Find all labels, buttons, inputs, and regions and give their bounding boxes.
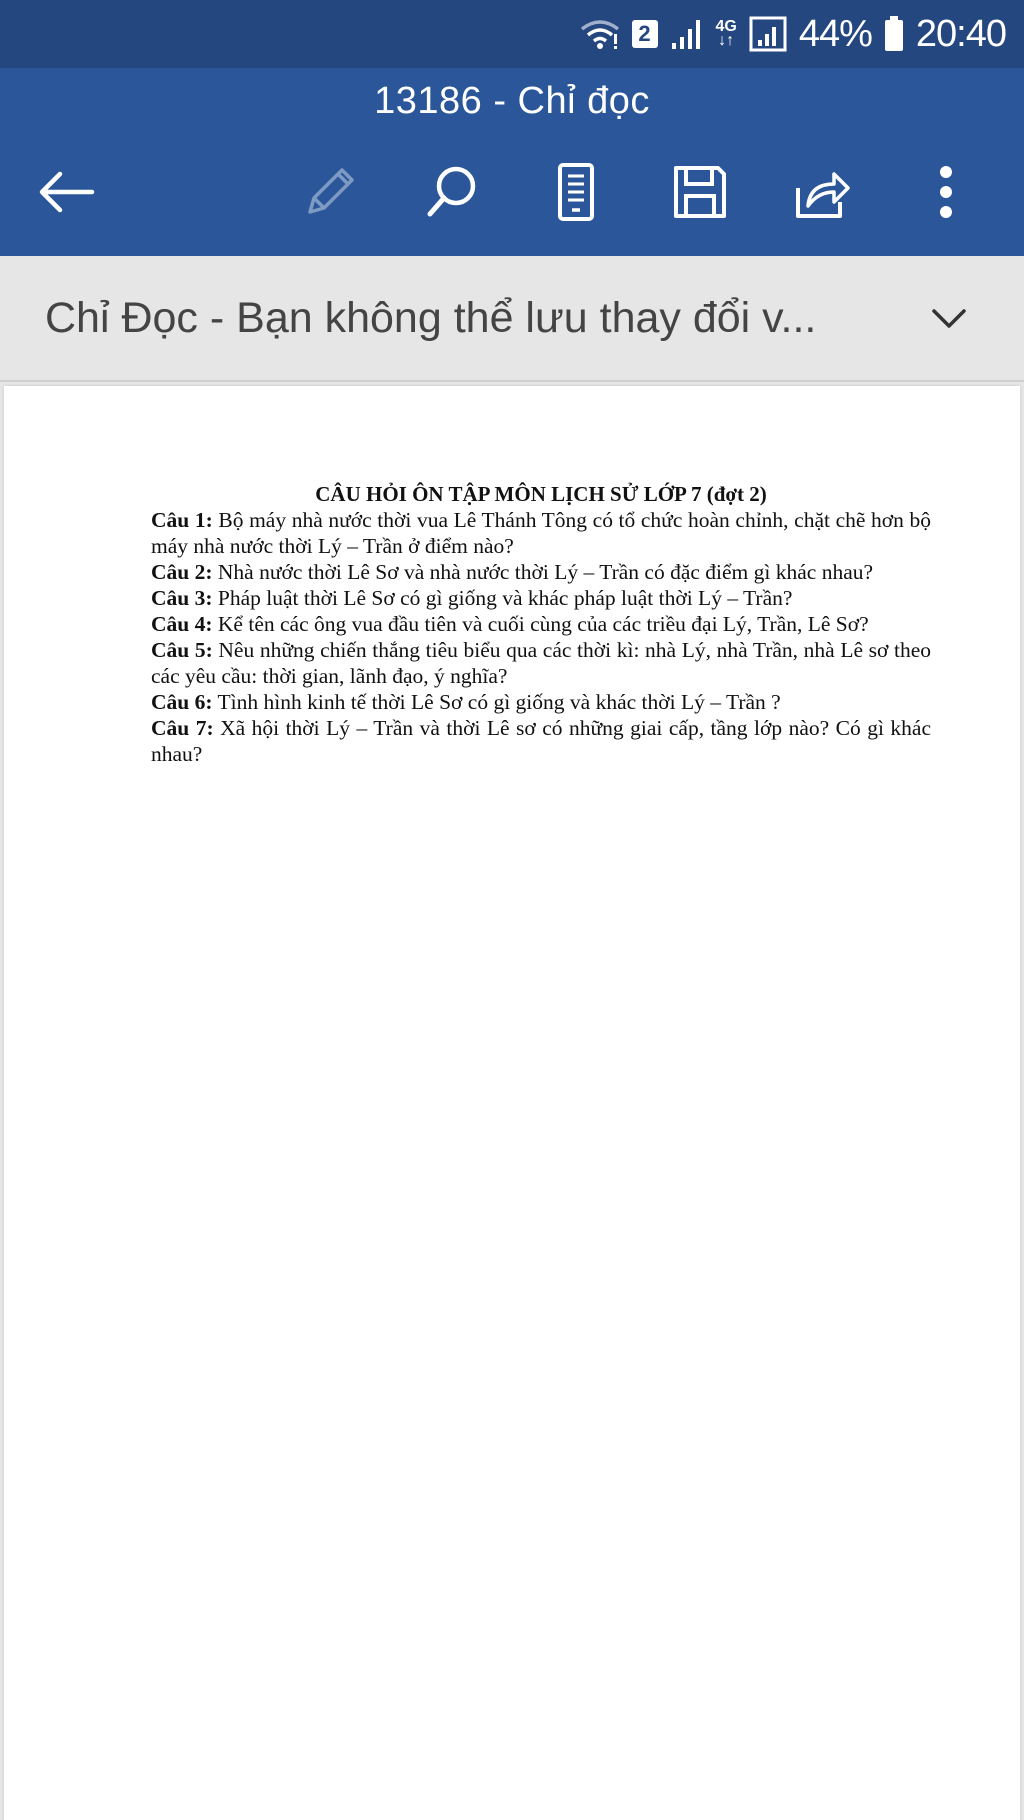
read-only-message: Chỉ Đọc - Bạn không thể lưu thay đổi v... — [45, 293, 817, 342]
sim-badge: 2 — [632, 20, 658, 48]
question-label: Câu 2: — [151, 560, 213, 584]
share-button[interactable] — [786, 156, 858, 228]
signal-icon — [670, 17, 704, 51]
question-label: Câu 3: — [151, 586, 213, 610]
battery-icon — [884, 16, 904, 52]
question-item — [151, 611, 931, 637]
question-label: Câu 7: — [151, 716, 214, 740]
wifi-icon — [580, 17, 620, 51]
mobile-view-icon — [554, 162, 598, 222]
question-label: Câu 5: — [151, 638, 213, 662]
question-item — [151, 689, 931, 715]
question-label: Câu 1: — [151, 508, 213, 532]
question-text: Pháp luật thời Lê Sơ có gì giống và khác pháp luật thời Lý – Trần? — [212, 586, 793, 610]
status-bar — [0, 0, 1024, 68]
question-label: Câu 6: — [151, 690, 213, 714]
read-only-banner[interactable] — [0, 256, 1024, 382]
question-item — [151, 507, 931, 559]
document-page[interactable] — [4, 386, 1020, 1820]
document-heading: CÂU HỎI ÔN TẬP MÔN LỊCH SỬ LỚP 7 (đợt 2) — [315, 482, 767, 506]
question-label: Câu 4: — [151, 612, 213, 636]
search-icon — [422, 162, 482, 222]
question-item — [151, 585, 931, 611]
document-title: 13186 - Chỉ đọc — [374, 80, 650, 122]
app-bar — [0, 68, 1024, 256]
question-text: Nhà nước thời Lê Sơ và nhà nước thời Lý – Trần có đặc điểm gì khác nhau? — [212, 560, 874, 584]
question-item — [151, 715, 931, 767]
question-text: Xã hội thời Lý – Trần và thời Lê sơ có những giai cấp, tầng lớp nào? Có gì khác nhau? — [151, 716, 931, 766]
more-options-icon — [936, 164, 956, 220]
battery-percentage: 44% — [798, 12, 872, 55]
back-button[interactable] — [30, 156, 102, 228]
save-icon — [670, 162, 730, 222]
question-text: Tình hình kinh tế thời Lê Sơ có gì giống và khác thời Lý – Trần ? — [212, 690, 781, 714]
more-options-button[interactable] — [910, 156, 982, 228]
edit-button[interactable] — [294, 156, 366, 228]
question-text: Nêu những chiến thắng tiêu biểu qua các thời kì: nhà Lý, nhà Trần, nhà Lê sơ theo các yêu cầu: thời gian, lãnh đạo, ý nghĩa? — [151, 638, 931, 688]
save-button[interactable] — [664, 156, 736, 228]
clock: 20:40 — [915, 12, 1006, 55]
question-item — [151, 559, 931, 585]
mobile-view-button[interactable] — [540, 156, 612, 228]
back-arrow-icon — [36, 170, 96, 214]
edit-pencil-icon — [300, 162, 360, 222]
network-4g-icon: 4G ↓↑ — [715, 18, 737, 49]
share-icon — [792, 162, 852, 222]
signal-icon — [749, 16, 787, 52]
chevron-down-icon[interactable] — [924, 294, 974, 344]
question-text: Bộ máy nhà nước thời vua Lê Thánh Tông có tổ chức hoàn chỉnh, chặt chẽ hơn bộ máy nhà nước thời Lý – Trần ở điểm nào? — [151, 508, 931, 558]
question-text: Kể tên các ông vua đầu tiên và cuối cùng của các triều đại Lý, Trần, Lê Sơ? — [212, 612, 869, 636]
document-content — [151, 481, 931, 767]
question-item — [151, 637, 931, 689]
search-button[interactable] — [416, 156, 488, 228]
